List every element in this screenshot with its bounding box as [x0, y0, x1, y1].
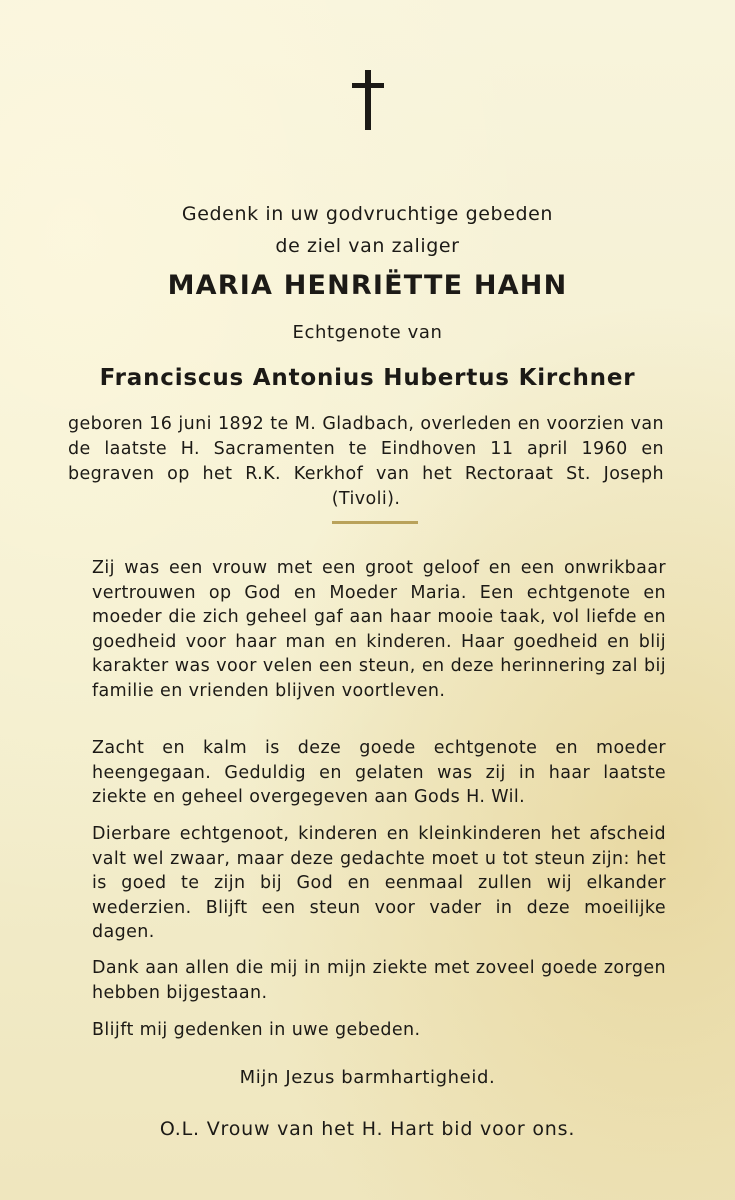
intro-text [60, 198, 675, 262]
latin-cross-icon [350, 70, 386, 130]
paragraph-farewell: Dierbare echtgenoot, kinderen en kleinkinderen het afscheid valt wel zwaar, maar deze gedachte moet u tot steun zijn: het is goed te zijn bij God en eenmaal zullen wij elkander wederzien. Blijft een steun voor vader in deze moeilijke dagen. [92, 824, 666, 942]
closing-prayer-2: O.L. Vrouw van het H. Hart bid voor ons. [159, 1118, 576, 1140]
intro-line-2: de ziel van zaliger [275, 235, 460, 257]
biography: geboren 16 juni 1892 te M. Gladbach, overleden en voorzien van de laatste H. Sacramenten te Eindhoven 11 april 1960 en begraven op het R.K. Kerkhof van het Rectoraat St. Joseph (Tivoli). [68, 414, 664, 509]
closing-prayer-1: Mijn Jezus barmhartigheid. [239, 1067, 496, 1088]
paragraph-passing: Zacht en kalm is deze goede echtgenote en moeder heengegaan. Geduldig en gelaten was zij in haar laatste ziekte en geheel overgegeven aan Gods H. Wil. [92, 738, 666, 807]
spouse-name: Franciscus Antonius Hubertus Kirchner [99, 365, 636, 391]
paragraph-thanks: Dank aan allen die mij in mijn ziekte met zoveel goede zorgen hebben bijgestaan. [92, 958, 666, 1003]
paragraph-remember: Blijft mij gedenken in uwe gebeden. [92, 1020, 421, 1040]
intro-line-1: Gedenk in uw godvruchtige gebeden [181, 203, 554, 225]
paragraph-faith: Zij was een vrouw met een groot geloof en een onwrikbaar vertrouwen op God en Moeder Maria. Een echtgenote en moeder die zich geheel gaf aan haar mooie taak, vol liefde en goedheid voor haar man en kinderen. Haar goedheid en blij karakter was voor velen een steun, en deze herinnering zal bij familie en vrienden blijven voortleven. [92, 558, 666, 701]
deceased-name: MARIA HENRIËTTE HAHN [167, 270, 568, 301]
spouse-label: Echtgenote van [292, 322, 443, 343]
divider [332, 521, 418, 524]
